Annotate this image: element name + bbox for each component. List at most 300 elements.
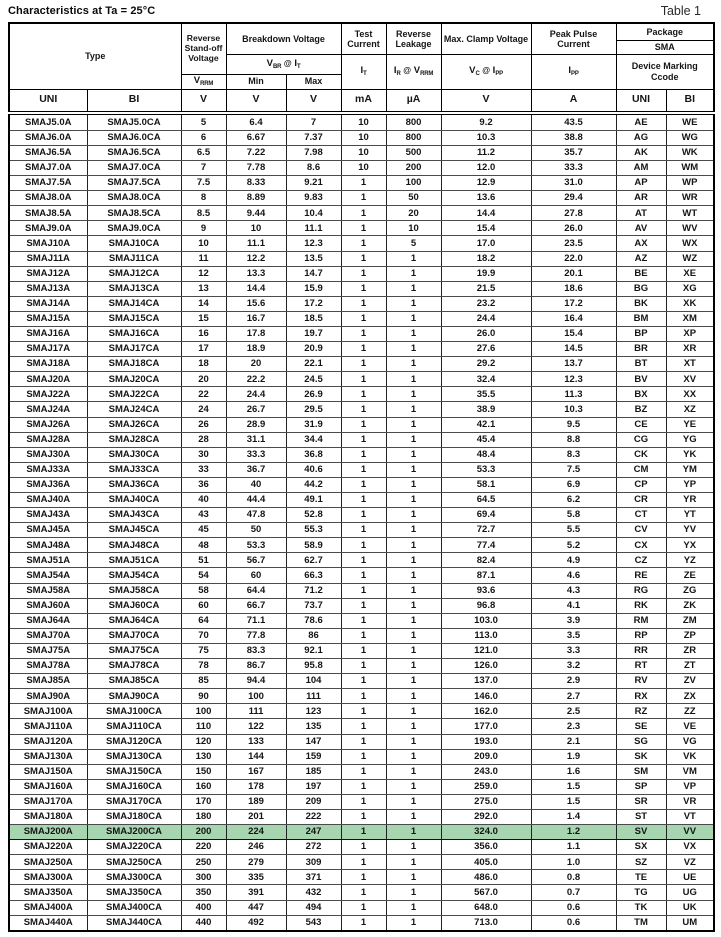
cell-vrrm: 24	[181, 402, 226, 417]
cell-reverse-leakage: 1	[386, 915, 441, 931]
cell-clamp-voltage: 64.5	[441, 493, 531, 508]
cell-test-current: 1	[341, 191, 386, 206]
col-header-reverse-leakage: Reverse Leakage	[386, 23, 441, 54]
cell-vrrm: 85	[181, 674, 226, 689]
cell-marking-uni: CR	[616, 493, 666, 508]
cell-reverse-leakage: 50	[386, 191, 441, 206]
cell-vbr-max: 7	[286, 113, 341, 130]
cell-vbr-min: 56.7	[226, 553, 286, 568]
cell-vbr-min: 122	[226, 719, 286, 734]
cell-type-uni: SMAJ51A	[9, 553, 87, 568]
cell-type-uni: SMAJ18A	[9, 357, 87, 372]
cell-clamp-voltage: 162.0	[441, 704, 531, 719]
cell-marking-bi: UM	[666, 915, 714, 931]
cell-type-uni: SMAJ26A	[9, 417, 87, 432]
page-header	[8, 3, 713, 21]
cell-reverse-leakage: 1	[386, 493, 441, 508]
cell-vbr-min: 6.67	[226, 130, 286, 145]
cell-clamp-voltage: 18.2	[441, 251, 531, 266]
cell-reverse-leakage: 1	[386, 734, 441, 749]
cell-vrrm: 78	[181, 659, 226, 674]
cell-type-bi: SMAJ7.0CA	[87, 160, 181, 175]
table-row	[9, 281, 714, 296]
cell-reverse-leakage: 1	[386, 508, 441, 523]
col-header-package: Package	[616, 23, 714, 40]
cell-vrrm: 26	[181, 417, 226, 432]
cell-marking-bi: XP	[666, 326, 714, 341]
cell-vbr-min: 20	[226, 357, 286, 372]
cell-vbr-max: 111	[286, 689, 341, 704]
cell-vbr-min: 133	[226, 734, 286, 749]
cell-marking-bi: VR	[666, 794, 714, 809]
cell-test-current: 1	[341, 628, 386, 643]
cell-vbr-min: 9.44	[226, 206, 286, 221]
table-row	[9, 311, 714, 326]
cell-vbr-min: 77.8	[226, 628, 286, 643]
cell-marking-bi: XR	[666, 342, 714, 357]
col-header-it-symbol: $I_T$	[341, 54, 386, 89]
cell-clamp-voltage: 292.0	[441, 809, 531, 824]
cell-reverse-leakage: 1	[386, 417, 441, 432]
cell-vbr-max: 62.7	[286, 553, 341, 568]
cell-vbr-max: 71.2	[286, 583, 341, 598]
cell-marking-bi: VP	[666, 779, 714, 794]
cell-reverse-leakage: 1	[386, 281, 441, 296]
cell-vbr-min: 53.3	[226, 538, 286, 553]
cell-reverse-leakage: 1	[386, 794, 441, 809]
cell-vbr-min: 178	[226, 779, 286, 794]
cell-peak-pulse-current: 22.0	[531, 251, 616, 266]
cell-vrrm: 60	[181, 598, 226, 613]
cell-test-current: 10	[341, 130, 386, 145]
cell-reverse-leakage: 1	[386, 568, 441, 583]
table-row	[9, 191, 714, 206]
cell-clamp-voltage: 356.0	[441, 840, 531, 855]
cell-test-current: 1	[341, 251, 386, 266]
cell-clamp-voltage: 93.6	[441, 583, 531, 598]
table-row	[9, 704, 714, 719]
cell-type-bi: SMAJ400CA	[87, 900, 181, 915]
cell-vrrm: 7	[181, 160, 226, 175]
cell-clamp-voltage: 19.9	[441, 266, 531, 281]
cell-type-bi: SMAJ43CA	[87, 508, 181, 523]
cell-vrrm: 300	[181, 870, 226, 885]
cell-clamp-voltage: 17.0	[441, 236, 531, 251]
cell-marking-bi: VX	[666, 840, 714, 855]
cell-type-bi: SMAJ70CA	[87, 628, 181, 643]
cell-marking-uni: BV	[616, 372, 666, 387]
cell-type-uni: SMAJ14A	[9, 296, 87, 311]
table-row	[9, 508, 714, 523]
col-header-vbr-at-it-symbol: $V_{BR}$ @ $I_T$	[226, 54, 341, 74]
cell-test-current: 1	[341, 447, 386, 462]
cell-vrrm: 100	[181, 704, 226, 719]
cell-type-uni: SMAJ33A	[9, 462, 87, 477]
cell-type-bi: SMAJ220CA	[87, 840, 181, 855]
cell-type-uni: SMAJ48A	[9, 538, 87, 553]
cell-marking-uni: TK	[616, 900, 666, 915]
cell-marking-bi: VM	[666, 764, 714, 779]
cell-vrrm: 40	[181, 493, 226, 508]
table-row	[9, 885, 714, 900]
cell-peak-pulse-current: 11.3	[531, 387, 616, 402]
cell-clamp-voltage: 113.0	[441, 628, 531, 643]
table-row	[9, 266, 714, 281]
cell-marking-uni: CE	[616, 417, 666, 432]
cell-reverse-leakage: 20	[386, 206, 441, 221]
cell-peak-pulse-current: 20.1	[531, 266, 616, 281]
table-row	[9, 447, 714, 462]
cell-vbr-max: 209	[286, 794, 341, 809]
cell-reverse-leakage: 1	[386, 432, 441, 447]
cell-test-current: 1	[341, 734, 386, 749]
cell-type-uni: SMAJ300A	[9, 870, 87, 885]
cell-peak-pulse-current: 43.5	[531, 113, 616, 130]
cell-type-bi: SMAJ36CA	[87, 477, 181, 492]
cell-peak-pulse-current: 26.0	[531, 221, 616, 236]
cell-marking-bi: ZT	[666, 659, 714, 674]
cell-marking-bi: YT	[666, 508, 714, 523]
cell-vrrm: 11	[181, 251, 226, 266]
cell-vrrm: 110	[181, 719, 226, 734]
cell-clamp-voltage: 48.4	[441, 447, 531, 462]
cell-vbr-max: 20.9	[286, 342, 341, 357]
cell-test-current: 1	[341, 809, 386, 824]
cell-peak-pulse-current: 23.5	[531, 236, 616, 251]
cell-vbr-min: 11.1	[226, 236, 286, 251]
unit-mark-bi: BI	[666, 89, 714, 113]
cell-peak-pulse-current: 13.7	[531, 357, 616, 372]
cell-vbr-max: 7.98	[286, 145, 341, 160]
cell-peak-pulse-current: 7.5	[531, 462, 616, 477]
cell-clamp-voltage: 26.0	[441, 326, 531, 341]
cell-type-bi: SMAJ24CA	[87, 402, 181, 417]
cell-marking-uni: AX	[616, 236, 666, 251]
cell-type-bi: SMAJ9.0CA	[87, 221, 181, 236]
cell-marking-uni: SR	[616, 794, 666, 809]
cell-reverse-leakage: 800	[386, 113, 441, 130]
cell-clamp-voltage: 12.0	[441, 160, 531, 175]
cell-test-current: 1	[341, 583, 386, 598]
cell-type-uni: SMAJ64A	[9, 613, 87, 628]
cell-test-current: 1	[341, 508, 386, 523]
cell-type-uni: SMAJ43A	[9, 508, 87, 523]
cell-peak-pulse-current: 2.5	[531, 704, 616, 719]
cell-type-uni: SMAJ36A	[9, 477, 87, 492]
cell-type-uni: SMAJ400A	[9, 900, 87, 915]
cell-vrrm: 22	[181, 387, 226, 402]
cell-vbr-max: 17.2	[286, 296, 341, 311]
cell-peak-pulse-current: 1.0	[531, 855, 616, 870]
cell-marking-bi: XZ	[666, 402, 714, 417]
cell-marking-bi: YK	[666, 447, 714, 462]
cell-vbr-min: 18.9	[226, 342, 286, 357]
cell-reverse-leakage: 1	[386, 809, 441, 824]
cell-marking-uni: AK	[616, 145, 666, 160]
cell-marking-uni: SX	[616, 840, 666, 855]
cell-marking-uni: TG	[616, 885, 666, 900]
cell-test-current: 1	[341, 704, 386, 719]
cell-vbr-min: 24.4	[226, 387, 286, 402]
cell-clamp-voltage: 12.9	[441, 176, 531, 191]
table-row	[9, 387, 714, 402]
cell-marking-uni: CX	[616, 538, 666, 553]
cell-test-current: 1	[341, 719, 386, 734]
at-symbol: @	[482, 66, 491, 76]
cell-peak-pulse-current: 12.3	[531, 372, 616, 387]
unit-it: mA	[341, 89, 386, 113]
table-row	[9, 598, 714, 613]
cell-vbr-min: 10	[226, 221, 286, 236]
at-symbol: @	[403, 66, 412, 76]
cell-vrrm: 250	[181, 855, 226, 870]
cell-vbr-min: 16.7	[226, 311, 286, 326]
cell-vbr-min: 279	[226, 855, 286, 870]
cell-peak-pulse-current: 1.5	[531, 794, 616, 809]
cell-reverse-leakage: 1	[386, 583, 441, 598]
cell-type-bi: SMAJ60CA	[87, 598, 181, 613]
cell-vbr-max: 15.9	[286, 281, 341, 296]
cell-marking-uni: CP	[616, 477, 666, 492]
cell-vbr-max: 58.9	[286, 538, 341, 553]
cell-marking-bi: WM	[666, 160, 714, 175]
table-row	[9, 553, 714, 568]
cell-type-uni: SMAJ180A	[9, 809, 87, 824]
table-row	[9, 113, 714, 130]
cell-clamp-voltage: 146.0	[441, 689, 531, 704]
cell-type-bi: SMAJ90CA	[87, 689, 181, 704]
cell-vbr-min: 50	[226, 523, 286, 538]
cell-type-bi: SMAJ100CA	[87, 704, 181, 719]
cell-clamp-voltage: 96.8	[441, 598, 531, 613]
unit-vrrm: V	[181, 89, 226, 113]
cell-marking-uni: BK	[616, 296, 666, 311]
cell-vbr-min: 111	[226, 704, 286, 719]
cell-clamp-voltage: 77.4	[441, 538, 531, 553]
cell-vrrm: 10	[181, 236, 226, 251]
cell-vbr-min: 492	[226, 915, 286, 931]
cell-vrrm: 20	[181, 372, 226, 387]
cell-type-bi: SMAJ130CA	[87, 749, 181, 764]
cell-marking-bi: ZM	[666, 613, 714, 628]
col-header-vc-at-ipp-symbol: $V_C$ @ $I_{PP}$	[441, 54, 531, 89]
cell-peak-pulse-current: 3.5	[531, 628, 616, 643]
cell-vbr-max: 49.1	[286, 493, 341, 508]
cell-clamp-voltage: 87.1	[441, 568, 531, 583]
cell-marking-bi: WV	[666, 221, 714, 236]
table-row	[9, 236, 714, 251]
cell-type-uni: SMAJ85A	[9, 674, 87, 689]
cell-test-current: 1	[341, 176, 386, 191]
table-row	[9, 779, 714, 794]
col-header-type: Type	[9, 23, 181, 89]
cell-test-current: 1	[341, 432, 386, 447]
characteristics-table	[8, 22, 715, 932]
table-row	[9, 674, 714, 689]
cell-marking-bi: XV	[666, 372, 714, 387]
cell-marking-uni: BE	[616, 266, 666, 281]
cell-type-uni: SMAJ5.0A	[9, 113, 87, 130]
cell-peak-pulse-current: 0.6	[531, 900, 616, 915]
table-row	[9, 749, 714, 764]
cell-vbr-max: 543	[286, 915, 341, 931]
header-row-units	[9, 89, 714, 113]
cell-vbr-max: 34.4	[286, 432, 341, 447]
cell-type-bi: SMAJ30CA	[87, 447, 181, 462]
cell-marking-uni: RX	[616, 689, 666, 704]
cell-type-uni: SMAJ200A	[9, 825, 87, 840]
cell-clamp-voltage: 193.0	[441, 734, 531, 749]
unit-vc: V	[441, 89, 531, 113]
cell-vbr-min: 246	[226, 840, 286, 855]
cell-vbr-max: 371	[286, 870, 341, 885]
cell-type-bi: SMAJ350CA	[87, 885, 181, 900]
cell-marking-bi: WZ	[666, 251, 714, 266]
cell-clamp-voltage: 53.3	[441, 462, 531, 477]
cell-marking-uni: RG	[616, 583, 666, 598]
cell-marking-bi: VG	[666, 734, 714, 749]
cell-vbr-max: 52.8	[286, 508, 341, 523]
table-row	[9, 855, 714, 870]
cell-reverse-leakage: 1	[386, 749, 441, 764]
cell-reverse-leakage: 1	[386, 598, 441, 613]
cell-type-uni: SMAJ130A	[9, 749, 87, 764]
cell-marking-uni: RP	[616, 628, 666, 643]
cell-vbr-max: 9.21	[286, 176, 341, 191]
cell-vrrm: 16	[181, 326, 226, 341]
cell-vrrm: 150	[181, 764, 226, 779]
cell-vrrm: 70	[181, 628, 226, 643]
cell-vrrm: 440	[181, 915, 226, 931]
cell-clamp-voltage: 137.0	[441, 674, 531, 689]
cell-vbr-max: 36.8	[286, 447, 341, 462]
cell-type-bi: SMAJ75CA	[87, 643, 181, 658]
cell-vbr-max: 159	[286, 749, 341, 764]
cell-reverse-leakage: 100	[386, 176, 441, 191]
cell-vbr-min: 224	[226, 825, 286, 840]
cell-peak-pulse-current: 35.7	[531, 145, 616, 160]
cell-marking-bi: WG	[666, 130, 714, 145]
cell-test-current: 1	[341, 674, 386, 689]
cell-type-uni: SMAJ70A	[9, 628, 87, 643]
cell-test-current: 1	[341, 915, 386, 931]
cell-type-bi: SMAJ300CA	[87, 870, 181, 885]
cell-vbr-min: 15.6	[226, 296, 286, 311]
cell-type-bi: SMAJ16CA	[87, 326, 181, 341]
cell-marking-bi: ZV	[666, 674, 714, 689]
cell-vbr-max: 29.5	[286, 402, 341, 417]
cell-vbr-max: 7.37	[286, 130, 341, 145]
col-header-sma: SMA	[616, 40, 714, 54]
cell-marking-bi: XT	[666, 357, 714, 372]
table-row	[9, 825, 714, 840]
cell-reverse-leakage: 1	[386, 870, 441, 885]
cell-marking-bi: ZG	[666, 583, 714, 598]
cell-vrrm: 48	[181, 538, 226, 553]
cell-marking-bi: XM	[666, 311, 714, 326]
cell-vbr-min: 60	[226, 568, 286, 583]
cell-vbr-max: 19.7	[286, 326, 341, 341]
cell-marking-bi: XE	[666, 266, 714, 281]
cell-test-current: 1	[341, 266, 386, 281]
col-header-reverse-standoff-voltage: Reverse Stand-off Voltage	[181, 23, 226, 74]
cell-vrrm: 54	[181, 568, 226, 583]
cell-vrrm: 36	[181, 477, 226, 492]
cell-reverse-leakage: 1	[386, 719, 441, 734]
cell-peak-pulse-current: 29.4	[531, 191, 616, 206]
cell-marking-uni: BM	[616, 311, 666, 326]
table-row	[9, 583, 714, 598]
cell-marking-uni: AV	[616, 221, 666, 236]
cell-reverse-leakage: 5	[386, 236, 441, 251]
cell-marking-uni: TM	[616, 915, 666, 931]
table-row	[9, 538, 714, 553]
cell-marking-bi: WR	[666, 191, 714, 206]
cell-clamp-voltage: 13.6	[441, 191, 531, 206]
cell-clamp-voltage: 486.0	[441, 870, 531, 885]
cell-type-bi: SMAJ8.5CA	[87, 206, 181, 221]
cell-clamp-voltage: 324.0	[441, 825, 531, 840]
cell-peak-pulse-current: 1.1	[531, 840, 616, 855]
cell-vrrm: 130	[181, 749, 226, 764]
cell-type-uni: SMAJ440A	[9, 915, 87, 931]
cell-clamp-voltage: 243.0	[441, 764, 531, 779]
cell-peak-pulse-current: 4.9	[531, 553, 616, 568]
cell-type-bi: SMAJ18CA	[87, 357, 181, 372]
col-header-vrrm-symbol: $V_{RRM}$	[181, 74, 226, 89]
cell-vrrm: 75	[181, 643, 226, 658]
cell-vbr-min: 6.4	[226, 113, 286, 130]
table-row	[9, 477, 714, 492]
cell-vbr-min: 12.2	[226, 251, 286, 266]
cell-vbr-max: 95.8	[286, 659, 341, 674]
cell-type-uni: SMAJ58A	[9, 583, 87, 598]
cell-peak-pulse-current: 38.8	[531, 130, 616, 145]
cell-peak-pulse-current: 2.3	[531, 719, 616, 734]
cell-type-bi: SMAJ11CA	[87, 251, 181, 266]
cell-test-current: 1	[341, 825, 386, 840]
cell-reverse-leakage: 1	[386, 462, 441, 477]
cell-peak-pulse-current: 17.2	[531, 296, 616, 311]
cell-peak-pulse-current: 14.5	[531, 342, 616, 357]
col-header-max: Max	[286, 74, 341, 89]
cell-reverse-leakage: 1	[386, 311, 441, 326]
cell-marking-bi: WX	[666, 236, 714, 251]
cell-reverse-leakage: 1	[386, 523, 441, 538]
cell-reverse-leakage: 1	[386, 372, 441, 387]
cell-type-bi: SMAJ17CA	[87, 342, 181, 357]
cell-vbr-max: 104	[286, 674, 341, 689]
cell-reverse-leakage: 1	[386, 251, 441, 266]
cell-peak-pulse-current: 5.5	[531, 523, 616, 538]
cell-clamp-voltage: 259.0	[441, 779, 531, 794]
cell-type-bi: SMAJ26CA	[87, 417, 181, 432]
cell-marking-bi: WT	[666, 206, 714, 221]
cell-vbr-max: 147	[286, 734, 341, 749]
col-header-min: Min	[226, 74, 286, 89]
cell-vrrm: 33	[181, 462, 226, 477]
table-row	[9, 689, 714, 704]
header-row-groups	[9, 23, 714, 40]
cell-vbr-max: 55.3	[286, 523, 341, 538]
cell-test-current: 1	[341, 311, 386, 326]
cell-test-current: 1	[341, 493, 386, 508]
table-row	[9, 402, 714, 417]
cell-reverse-leakage: 1	[386, 840, 441, 855]
cell-vbr-max: 18.5	[286, 311, 341, 326]
cell-marking-uni: AM	[616, 160, 666, 175]
cell-reverse-leakage: 1	[386, 402, 441, 417]
